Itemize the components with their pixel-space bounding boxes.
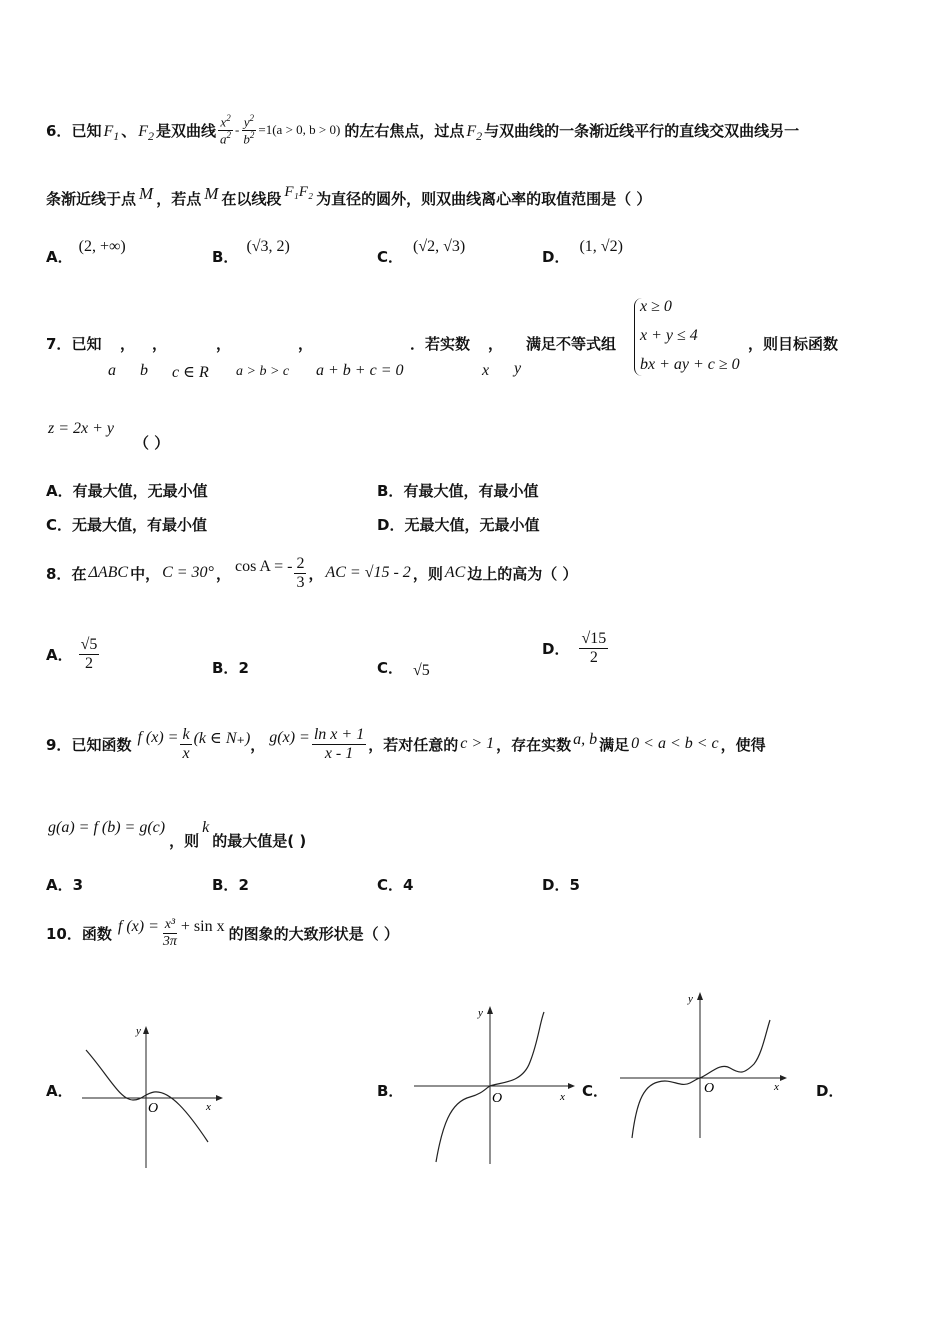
y-axis-arrow (143, 1026, 149, 1034)
option-fraction: $\frac{√15}{2}$ (581, 630, 607, 666)
option-label: D． (377, 516, 405, 534)
option-value: 无最大值，无最小值 (404, 516, 540, 534)
q8-text-3: ，则 (412, 564, 443, 583)
q6-text-2: 是双曲线 (156, 121, 217, 140)
q7-var-x: x (482, 362, 490, 379)
q9-k: k (202, 819, 210, 836)
q7-system-2: x + y ≤ 4 (640, 327, 698, 344)
q7-number: 7． (46, 335, 72, 353)
q6-option-c[interactable] (377, 237, 466, 266)
option-value: √5 (413, 661, 430, 679)
q10-graph-b[interactable] (410, 1002, 575, 1167)
q8-triangle: ΔABC (88, 564, 129, 581)
q7-system-1: x ≥ 0 (640, 298, 672, 315)
origin-label: O (492, 1091, 503, 1106)
q6-text-6: ，若点 (156, 189, 202, 208)
option-value: (2, +∞) (78, 237, 126, 255)
q6-f1: $F_1$ (103, 123, 120, 144)
option-label: C． (377, 248, 404, 266)
q10-option-c-label[interactable]: C． (582, 1082, 609, 1100)
q9-g-lhs: g(x) = (269, 729, 310, 746)
q9-line2 (48, 814, 306, 854)
q8-comma: ， (215, 564, 231, 583)
curve (86, 1050, 208, 1142)
q6-segment: F₁F₂ (284, 183, 314, 200)
x-axis-arrow (780, 1075, 787, 1081)
q6-line1 (46, 112, 799, 148)
q7-text-3: 满足不等式组 (526, 335, 617, 353)
q9-ab: a, b (573, 731, 598, 748)
q8-ac: AC (444, 564, 466, 581)
option-label: D． (542, 876, 570, 894)
q9-option-a[interactable] (46, 874, 83, 895)
y-axis-arrow (697, 992, 703, 1000)
option-value: 有最大值，有最小值 (403, 482, 539, 500)
q9-text-3: ，存在实数 (496, 735, 572, 754)
q6-option-b[interactable] (212, 237, 290, 266)
q6-option-d[interactable] (542, 237, 623, 266)
q8-frac: $\frac{2}{3}$ (296, 554, 305, 591)
option-value: 有最大值，无最小值 (72, 482, 208, 500)
q7-comma-3: ， (216, 335, 232, 353)
y-axis-arrow (487, 1006, 493, 1014)
q9-c-gt-1: c > 1 (460, 735, 495, 752)
q7-var-b: b (140, 362, 148, 379)
q10-option-a-label[interactable]: A． (46, 1082, 73, 1100)
option-label: D． (542, 248, 570, 266)
y-axis-label: y (136, 1025, 141, 1037)
q7-comma-4: ， (298, 335, 314, 353)
q7-sum: a + b + c = 0 (316, 362, 404, 379)
x-axis-label: x (774, 1081, 779, 1093)
q6-minus: - (235, 122, 240, 137)
q10-graph-c[interactable] (618, 988, 788, 1143)
q7-var-y: y (514, 360, 522, 377)
q7-text-2: ．若实数 (410, 335, 471, 353)
option-fraction: $\frac{√5}{2}$ (80, 636, 98, 672)
q8-option-a[interactable] (46, 636, 101, 672)
q8-text-4: 边上的高为（ ） (467, 564, 578, 583)
q8-text-2: 中， (130, 564, 161, 583)
q10-option-b-label[interactable]: B． (377, 1082, 404, 1100)
option-value: 4 (403, 876, 414, 894)
y-axis-label: y (688, 993, 693, 1005)
option-value: 2 (238, 659, 249, 677)
q8-option-c[interactable] (377, 657, 430, 678)
q9-text-7: 的最大值是( ) (212, 831, 307, 850)
origin-label: O (148, 1101, 159, 1116)
option-value: (√2, √3) (413, 237, 466, 255)
q8-number: 8． (46, 564, 72, 583)
q6-text-4: 与双曲线的一条渐近线平行的直线交双曲线另一 (484, 121, 800, 140)
option-label: C． (377, 659, 404, 677)
q9-g-frac: $\frac{\text{ln x + 1}}{x - 1}$ (313, 725, 365, 762)
q10-graph-a[interactable] (78, 1020, 223, 1170)
curve (632, 1020, 770, 1138)
option-label: B． (212, 876, 239, 894)
q9-text-1: 已知函数 (71, 735, 132, 754)
q7-comma-2: ， (152, 335, 168, 353)
q9-equation: g(a) = f (b) = g(c) (48, 819, 166, 836)
q8-text-1: 在 (71, 564, 87, 583)
option-value: (√3, 2) (246, 237, 290, 255)
q7-option-c[interactable] (46, 514, 207, 535)
x-axis-arrow (568, 1083, 575, 1089)
q8-cos-a: cos A = - (234, 558, 293, 575)
x-axis-label: x (206, 1101, 211, 1113)
q7-comma-1: ， (120, 335, 136, 353)
q7-var-c-in-r: c ∈ R (172, 364, 209, 381)
q9-text-6: ，则 (169, 831, 200, 850)
q10-frac: $\frac{\text{x³}}{3\pi}$ (162, 917, 177, 949)
option-value: 3 (72, 876, 84, 894)
q6-line2 (46, 180, 651, 216)
q6-text-3: 的左右焦点，过点 (344, 121, 465, 140)
q6-f2-again: $F_2$ (466, 123, 483, 144)
q8-comma-2: ， (308, 564, 324, 583)
q9-option-d[interactable] (542, 874, 580, 895)
origin-label: O (704, 1081, 715, 1096)
q7-paren: （ ） (134, 434, 170, 452)
q6-point-m-2: M (204, 184, 219, 203)
option-value: 2 (238, 876, 249, 894)
q6-eq-tail: =1(a > 0, b > 0) (258, 122, 341, 137)
q10-f-lhs: f (x) = (117, 918, 159, 935)
option-label: D． (542, 639, 570, 658)
option-label: B． (212, 659, 239, 677)
q8-angle-c: C = 30° (162, 564, 214, 581)
q6-sep: 、 (121, 121, 137, 140)
option-label: B． (212, 248, 239, 266)
q6-text-8: 为直径的圆外，则双曲线离心率的取值范围是（ ） (316, 189, 652, 208)
q6-f2: $F_2$ (138, 123, 155, 144)
q7-option-d[interactable] (377, 514, 539, 535)
q7-option-b[interactable] (377, 480, 538, 501)
q7-order: a > b > c (236, 364, 290, 379)
option-value: (1, √2) (579, 237, 623, 255)
q9-option-c[interactable] (377, 874, 413, 895)
q9-number: 9． (46, 735, 72, 754)
q10-option-d-label[interactable]: D． (816, 1082, 844, 1100)
q8-option-b[interactable] (212, 657, 249, 678)
y-axis-label: y (478, 1007, 483, 1019)
q9-f-cond: (k ∈ N₊) (193, 730, 251, 747)
q7-comma-5: ， (488, 335, 504, 353)
q10-text-2: 的图象的大致形状是（ ） (228, 924, 399, 943)
q9-option-b[interactable] (212, 874, 249, 895)
q6-frac-y: $\frac{y^2}{b^2}$ (243, 112, 255, 146)
q6-text-1: 已知 (71, 121, 102, 140)
option-label: C． (377, 876, 404, 894)
q6-text-7: 在以线段 (221, 189, 282, 208)
option-label: A． (46, 482, 73, 500)
q8-line (46, 546, 578, 600)
q7-text-1: 已知 (71, 335, 102, 353)
q10-text-1: 函数 (81, 924, 112, 943)
option-label: A． (46, 645, 73, 664)
x-axis-arrow (216, 1095, 223, 1101)
q8-option-d[interactable] (542, 630, 610, 666)
q9-inequality: 0 < a < b < c (631, 735, 719, 752)
q10-number: 10． (46, 924, 82, 943)
q6-text-5: 条渐近线于点 (46, 189, 137, 208)
q10-plus-sin: + sin x (180, 918, 225, 935)
q8-ac-value: AC = √15 - 2 (325, 564, 411, 581)
q6-point-m: M (139, 184, 154, 203)
q6-option-a[interactable] (46, 237, 126, 266)
x-axis-label: x (560, 1091, 565, 1103)
q7-text-4: ，则目标函数 (748, 335, 839, 353)
q6-frac-x: $\frac{x^2}{a^2}$ (220, 112, 232, 146)
q9-comma: ， (250, 735, 266, 754)
q9-text-5: ，使得 (720, 735, 766, 754)
option-label: A． (46, 248, 73, 266)
q7-system-3: bx + ay + c ≥ 0 (640, 356, 740, 373)
q9-text-2: ，若对任意的 (368, 735, 459, 754)
q7-objective: z = 2x + y (48, 420, 115, 437)
option-label: C． (46, 516, 73, 534)
option-value: 5 (569, 876, 580, 894)
q9-f-frac: $\frac{k}{x}$ (182, 725, 190, 762)
q7-var-a: a (108, 362, 116, 379)
option-label: A． (46, 876, 73, 894)
q6-number: 6． (46, 121, 72, 140)
q7-line1 (46, 333, 101, 354)
q10-line (46, 906, 399, 960)
option-value: 无最大值，有最小值 (72, 516, 208, 534)
q7-option-a[interactable] (46, 480, 208, 501)
q9-text-4: 满足 (599, 735, 630, 754)
option-label: B． (377, 482, 404, 500)
q9-f-lhs: f (x) = (137, 729, 179, 746)
q9-line1 (46, 716, 766, 772)
